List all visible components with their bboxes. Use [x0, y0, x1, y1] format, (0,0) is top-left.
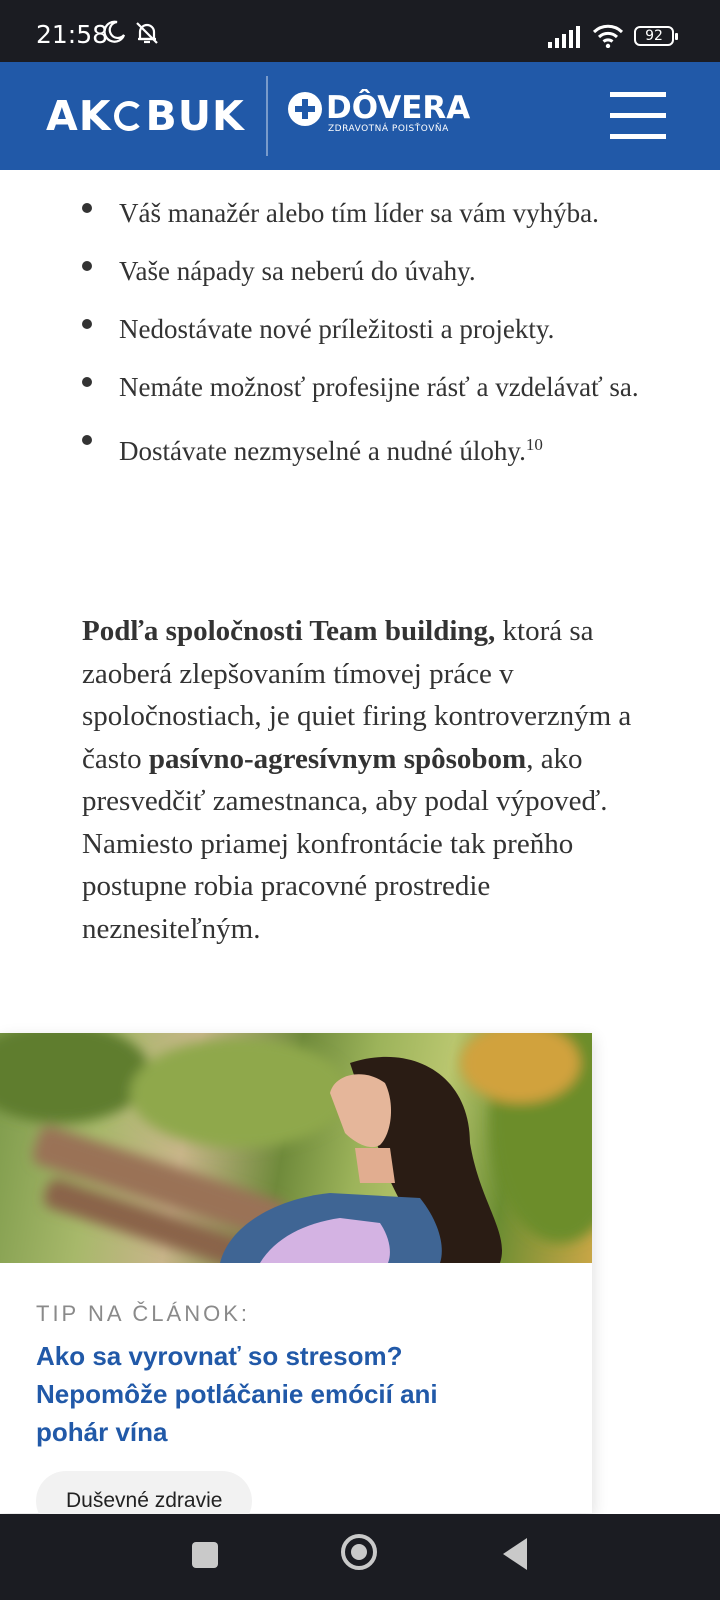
article-tip-image[interactable]: [0, 1033, 592, 1263]
footnote-ref[interactable]: 10: [525, 435, 543, 454]
list-item: [82, 246, 642, 296]
home-icon[interactable]: [341, 1534, 377, 1570]
akobuk-logo-part: BUK: [145, 92, 245, 140]
bell-off-icon: [134, 20, 160, 46]
status-time: 21:58: [36, 20, 109, 49]
woman-photo-illustration: [0, 1033, 592, 1263]
site-header: [0, 62, 720, 170]
moon-icon: [102, 20, 126, 44]
battery-icon: 92: [634, 26, 674, 46]
dovera-logo-subtitle: ZDRAVOTNÁ POISŤOVŇA: [328, 124, 449, 134]
list-item-text: Nemáte možnosť profesijne rásť a vzdelávať sa.: [119, 372, 639, 402]
paragraph-bold: pasívno-agresívnym spôsobom: [148, 742, 527, 775]
article-bullet-list: [82, 188, 642, 484]
status-bar: [0, 0, 720, 62]
list-item: [82, 188, 642, 238]
article-paragraph: [82, 610, 642, 950]
paragraph-text: , ako presvedčiť zamestnanca, aby podal výpoveď. Namiesto priamej konfrontácie tak preňho postupne robia pracovné prostredie neznesiteľným.: [82, 742, 608, 945]
paragraph-text: ktorá sa zaoberá zlepšovaním tímovej práce v spoločnostiach, je quiet firing kontroverzným a často: [82, 615, 632, 775]
list-item-text: Dostávate nezmyselné a nudné úlohy.: [119, 436, 526, 466]
dovera-cross-icon: [288, 92, 322, 126]
back-icon[interactable]: [503, 1538, 527, 1570]
article-tip-title[interactable]: Ako sa vyrovnať so stresom? Nepomôže potláčanie emócií ani pohár vína: [36, 1341, 438, 1447]
akobuk-logo-o: [114, 101, 144, 131]
system-nav-bar: [0, 1514, 720, 1600]
akobuk-logo[interactable]: [46, 92, 245, 140]
paragraph-bold: Podľa spoločnosti Team building,: [82, 615, 496, 647]
list-item: [82, 420, 642, 476]
wifi-icon: [592, 24, 624, 48]
recent-apps-icon[interactable]: [192, 1542, 218, 1568]
list-item-text: Nedostávate nové príležitosti a projekty.: [119, 314, 555, 344]
signal-icon: [548, 26, 582, 48]
article-tip-card[interactable]: [0, 1033, 592, 1513]
article-tip-label: TIP NA ČLÁNOK:: [36, 1301, 250, 1326]
list-item: [82, 362, 642, 412]
list-item: [82, 304, 642, 354]
hamburger-icon[interactable]: [610, 92, 666, 140]
akobuk-logo-part: AK: [46, 92, 112, 140]
list-item-text: Vaše nápady sa neberú do úvahy.: [119, 256, 476, 286]
list-item-text: Váš manažér alebo tím líder sa vám vyhýba.: [119, 198, 599, 228]
dovera-logo[interactable]: DÔVERA: [326, 90, 471, 126]
category-chip[interactable]: Duševné zdravie: [36, 1471, 252, 1531]
header-divider: [266, 76, 268, 156]
